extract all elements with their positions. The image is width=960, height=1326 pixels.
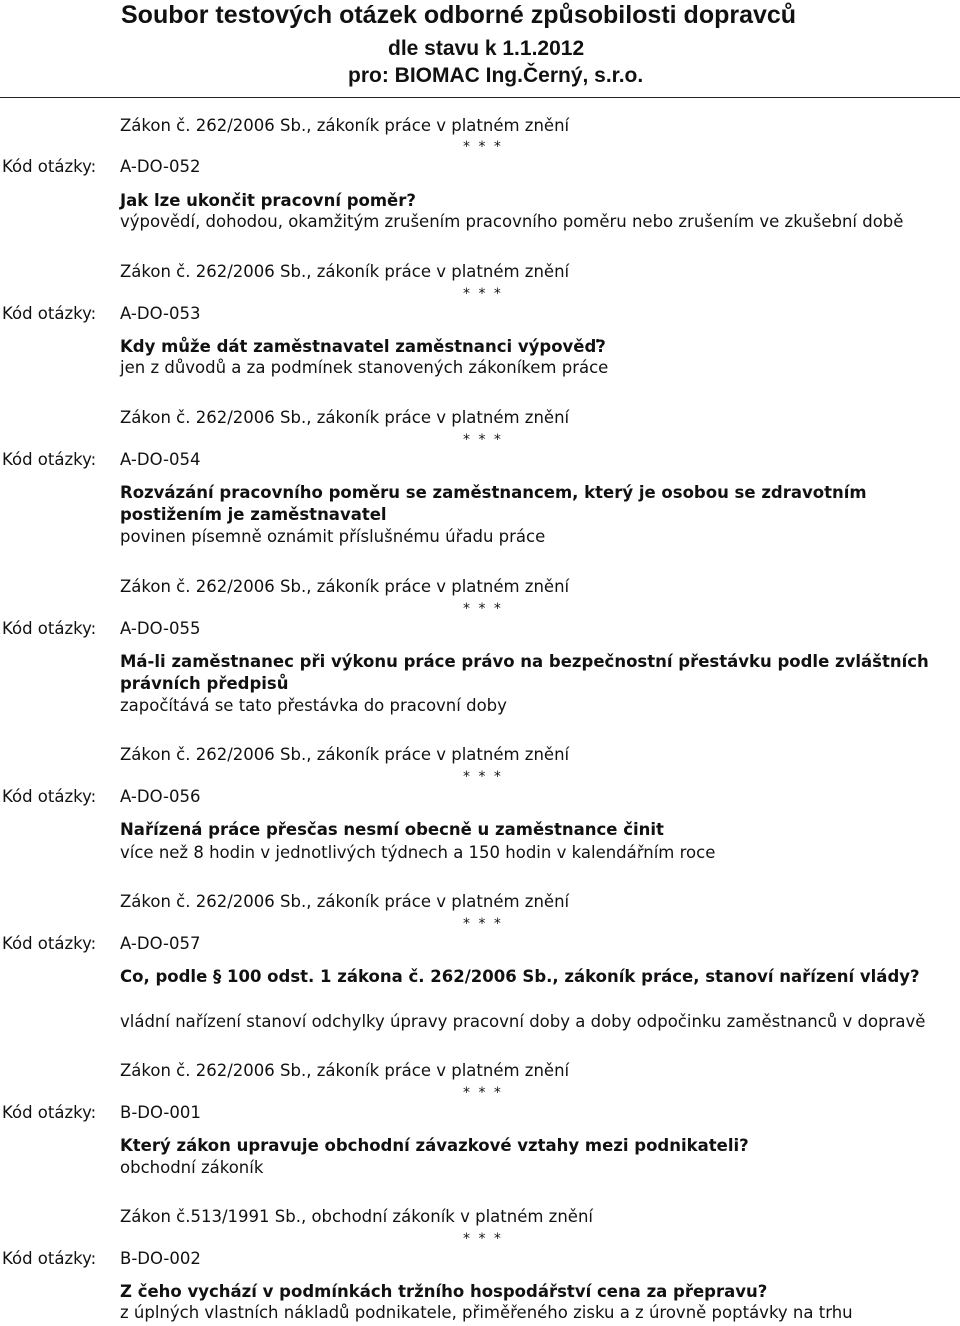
code-label: Kód otázky: xyxy=(2,157,97,176)
page-header xyxy=(0,0,960,100)
question-text: Má-li zaměstnanec při výkonu práce právo na bezpečnostní přestávku podle zvláštních právních předpisů xyxy=(120,652,929,693)
question-code: B-DO-002 xyxy=(120,1249,201,1268)
question-code: A-DO-054 xyxy=(120,450,201,469)
answer-text: výpovědí, dohodou, okamžitým zrušením pracovního poměru nebo zrušením ve zkušební době xyxy=(120,212,904,231)
code-label: Kód otázky: xyxy=(2,619,97,638)
header-divider xyxy=(0,97,960,98)
question-code: A-DO-053 xyxy=(120,304,201,323)
question-text: Co, podle § 100 odst. 1 zákona č. 262/2006 Sb., zákoník práce, stanoví nařízení vlády? xyxy=(120,967,920,986)
separator-stars: * * * xyxy=(463,432,503,448)
law-reference: Zákon č. 262/2006 Sb., zákoník práce v platném znění xyxy=(120,745,570,764)
separator-stars: * * * xyxy=(463,139,503,155)
answer-text: více než 8 hodin v jednotlivých týdnech a 150 hodin v kalendářním roce xyxy=(120,843,716,862)
code-label: Kód otázky: xyxy=(2,787,97,806)
answer-text: započítává se tato přestávka do pracovní doby xyxy=(120,696,507,715)
code-label: Kód otázky: xyxy=(2,450,97,469)
separator-stars: * * * xyxy=(463,1231,503,1247)
question-code: A-DO-055 xyxy=(120,619,201,638)
question-code: B-DO-001 xyxy=(120,1103,201,1122)
question-code: A-DO-052 xyxy=(120,157,201,176)
code-label: Kód otázky: xyxy=(2,1103,97,1122)
separator-stars: * * * xyxy=(463,769,503,785)
question-code: A-DO-057 xyxy=(120,934,201,953)
document-date: dle stavu k 1.1.2012 xyxy=(388,37,585,60)
code-label: Kód otázky: xyxy=(2,1249,97,1268)
answer-text: obchodní zákoník xyxy=(120,1158,264,1177)
separator-stars: * * * xyxy=(463,601,503,617)
law-reference: Zákon č. 262/2006 Sb., zákoník práce v platném znění xyxy=(120,1061,570,1080)
question-text: Který zákon upravuje obchodní závazkové vztahy mezi podnikateli? xyxy=(120,1136,749,1155)
answer-text: povinen písemně oznámit příslušnému úřadu práce xyxy=(120,527,546,546)
law-reference: Zákon č. 262/2006 Sb., zákoník práce v platném znění xyxy=(120,577,570,596)
answer-text: jen z důvodů a za podmínek stanovených zákoníkem práce xyxy=(120,358,609,377)
separator-stars: * * * xyxy=(463,916,503,932)
document-recipient: pro: BIOMAC Ing.Černý, s.r.o. xyxy=(348,64,644,87)
question-text: Kdy může dát zaměstnavatel zaměstnanci výpověď? xyxy=(120,337,606,356)
code-label: Kód otázky: xyxy=(2,304,97,323)
law-reference: Zákon č. 262/2006 Sb., zákoník práce v platném znění xyxy=(120,892,570,911)
answer-text: z úplných vlastních nákladů podnikatele, přiměřeného zisku a z úrovně poptávky na trhu xyxy=(120,1303,853,1322)
law-reference: Zákon č. 262/2006 Sb., zákoník práce v platném znění xyxy=(120,116,570,135)
question-text: Z čeho vychází v podmínkách tržního hospodářství cena za přepravu? xyxy=(120,1282,768,1301)
answer-text: vládní nařízení stanoví odchylky úpravy pracovní doby a doby odpočinku zaměstnanců v dopravě xyxy=(120,1012,926,1031)
separator-stars: * * * xyxy=(463,1085,503,1101)
law-reference: Zákon č.513/1991 Sb., obchodní zákoník v platném znění xyxy=(120,1207,593,1226)
question-text: Nařízená práce přesčas nesmí obecně u zaměstnance činit xyxy=(120,820,664,839)
question-text: Rozvázání pracovního poměru se zaměstnancem, který je osobou se zdravotním postižením je zaměstnavatel xyxy=(120,483,867,524)
law-reference: Zákon č. 262/2006 Sb., zákoník práce v platném znění xyxy=(120,408,570,427)
code-label: Kód otázky: xyxy=(2,934,97,953)
law-reference: Zákon č. 262/2006 Sb., zákoník práce v platném znění xyxy=(120,262,570,281)
separator-stars: * * * xyxy=(463,286,503,302)
document-title: Soubor testových otázek odborné způsobilosti dopravců xyxy=(121,1,797,29)
question-text: Jak lze ukončit pracovní poměr? xyxy=(120,191,416,210)
question-code: A-DO-056 xyxy=(120,787,201,806)
